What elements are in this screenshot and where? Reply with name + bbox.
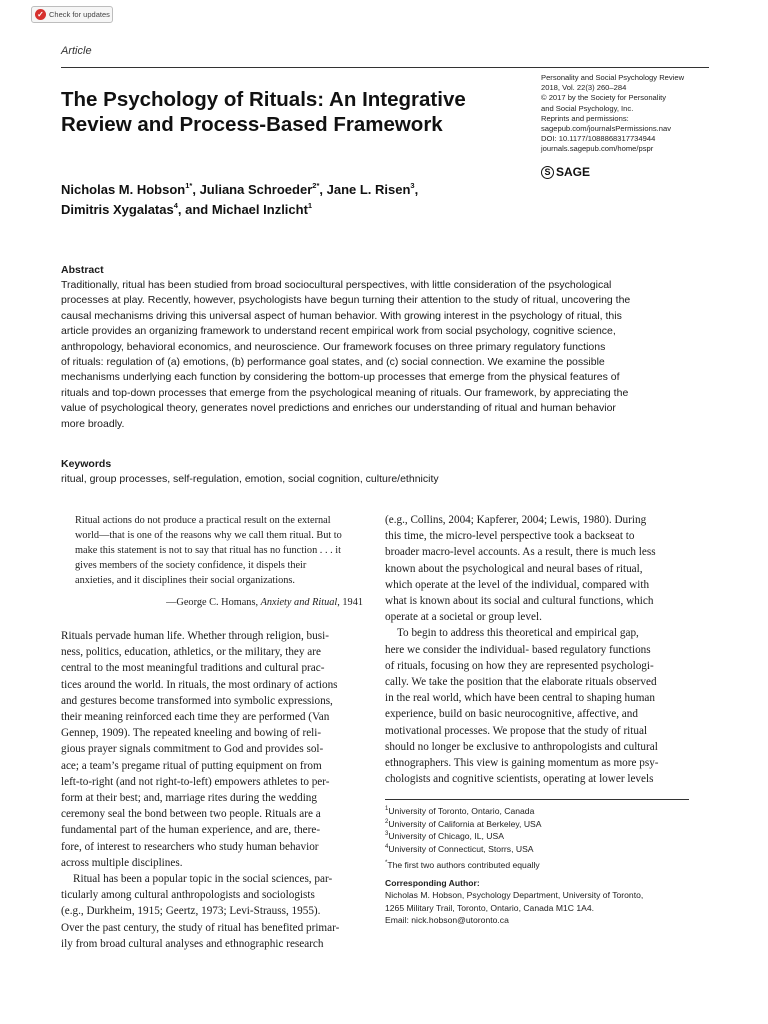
epigraph-author: —George C. Homans, [166, 597, 261, 608]
author-affiliation-mark: 3 [410, 181, 415, 190]
affiliation-mark: 4 [385, 843, 389, 850]
sage-logo [541, 165, 590, 179]
abstract-line: Traditionally, ritual has been studied from broad sociocultural perspectives, with little consideration of the psychological [61, 279, 612, 291]
affiliation-text: University of Chicago, IL, USA [388, 831, 504, 841]
affiliation-footnote [385, 805, 715, 818]
epigraph-year: , 1941 [337, 597, 363, 608]
body-line: here we consider the individual- based regulatory functions [385, 643, 651, 656]
body-line: Rituals pervade human life. Whether through religion, busi- [61, 630, 329, 642]
title-line: Review and Process-Based Framework [61, 113, 443, 136]
keywords-heading: Keywords [61, 458, 112, 470]
equal-contribution-note [385, 859, 715, 872]
body-line: tices around the world. In rituals, the most ordinary of actions [61, 678, 338, 691]
abstract-line: rituals and top-down processes that emerge from the psychological meaning of rituals. Our framework, by appreciating the [61, 386, 629, 399]
body-line: fundamental part of the human experience, and are, there- [61, 824, 321, 837]
footnote-rule [385, 799, 689, 800]
article-type-label: Article [61, 45, 92, 57]
body-line: motivational processes. We propose that the study of ritual [385, 724, 648, 737]
check-for-updates-label: Check for updates [49, 10, 110, 19]
body-line: and gestures become transformed into symbolic expressions, [61, 694, 333, 707]
equal-contribution-text: The first two authors contributed equally [387, 860, 540, 870]
publisher-name: SAGE [556, 165, 591, 179]
journal-line: Reprints and permissions: [541, 113, 629, 123]
body-line: across multiple disciplines. [61, 856, 183, 869]
body-line: ceremony seal the bond between two people. Rituals are a [61, 808, 321, 821]
abstract-line: anthropology, behavioral economics, and neuroscience. Our framework focuses on three primary regulatory functions [61, 340, 606, 353]
epigraph-line: anxieties, and it disciplines their social organizations. [75, 575, 295, 587]
affiliation-mark: 1 [385, 806, 389, 812]
author-line [61, 180, 531, 200]
epigraph-quote [75, 513, 363, 588]
check-for-updates-button[interactable] [31, 6, 113, 23]
author-separator: , [414, 182, 419, 197]
sage-logo-icon: S [541, 166, 554, 179]
title-line: The Psychology of Rituals: An Integrative [61, 88, 466, 111]
body-line: Over the past century, the study of ritual has benefited primar- [61, 921, 340, 934]
body-line: To begin to address this theoretical and empirical gap, [397, 627, 639, 640]
body-line: left-to-right (and not right-to-left) empowers athletes to per- [61, 775, 330, 788]
body-line: ily from broad cultural analyses and ethnographic research [61, 937, 324, 950]
journal-line: 2018, Vol. 22(3) 260–284 [541, 83, 627, 93]
body-line: of rituals, focusing on how they are represented psychologi- [385, 659, 654, 672]
body-line: experience, build on basic neurocognitive, affective, and [385, 708, 638, 721]
body-line: what is known about its social and cultural functions, which [385, 595, 654, 608]
body-line: this time, the micro-level perspective took a backseat to [385, 530, 635, 543]
author-list [61, 180, 531, 220]
body-line: ace; a team’s pregame ritual of putting equipment on from [61, 759, 322, 772]
body-line: in the real world, which have been central to shaping human [385, 692, 655, 705]
body-line: ethnographers. This view is gaining momentum as more psy- [385, 757, 659, 770]
journal-line: sagepub.com/journalsPermissions.nav [541, 124, 672, 134]
journal-line: © 2017 by the Society for Personality [541, 93, 667, 103]
author-affiliation-mark: 2* [312, 181, 320, 190]
paper-title [61, 87, 531, 137]
author-name: Dimitris Xygalatas [61, 202, 174, 217]
corresponding-author-line: Nicholas M. Hobson, Psychology Department, University of Toronto, [385, 890, 644, 900]
body-line: form at their best; and, marriage rites during the wedding [61, 792, 317, 805]
footnotes [385, 805, 715, 927]
author-affiliation-mark: 4 [173, 201, 178, 210]
corresponding-author-address: 1265 Military Trail, Toronto, Ontario, Canada M1C 1A4. [385, 902, 595, 913]
epigraph-attribution [60, 597, 363, 608]
affiliation-mark: 3 [385, 831, 389, 837]
abstract-line: article provides an organizing framework to understand recent empirical work from social psychology, cognitive science, [61, 325, 616, 338]
epigraph-line: world—that is one of the reasons why we call them ritual. But to [75, 530, 342, 542]
abstract-line: processes at play. Recently, however, psychologists have begun turning their attention to the study of ritual, uncovering the [61, 294, 631, 307]
body-line: broader macro-level accounts. As a result, there is much less [385, 546, 656, 559]
abstract-text [61, 278, 711, 432]
journal-doi: DOI: 10.1177/1088868317734944 [541, 134, 656, 144]
affiliation-text: University of Toronto, Ontario, Canada [388, 806, 535, 816]
body-line: which operate at the level of the individual, compared with [385, 578, 650, 591]
affiliation-text: University of Connecticut, Storrs, USA [388, 843, 534, 854]
body-line: known about the psychological and neural bases of ritual, [385, 562, 643, 575]
body-line: Ritual has been a popular topic in the social sciences, par- [73, 873, 333, 886]
body-line: (e.g., Durkheim, 1915; Geertz, 1973; Levi-Strauss, 1955). [61, 905, 321, 918]
body-line: their meaning reinforced each time they are performed (Van [61, 711, 330, 724]
affiliation-footnote [385, 818, 715, 831]
body-line: ness, politics, education, athletics, or the military, they are [61, 646, 321, 659]
affiliation-footnote [385, 843, 715, 856]
author-name: Juliana Schroeder [199, 182, 313, 197]
author-name: Michael Inzlicht [211, 202, 308, 217]
journal-line: Personality and Social Psychology Review [541, 73, 685, 82]
corresponding-author-email: Email: nick.hobson@utoronto.ca [385, 915, 509, 925]
body-line: ticularly among cultural anthropologists and sociologists [61, 889, 315, 902]
equal-contribution-mark: * [385, 860, 388, 866]
epigraph-line: gives members of the society confidence, it dispels their [75, 560, 307, 572]
body-line: operate at a societal or group level. [385, 611, 542, 624]
body-line: gious prayer signals commitment to God and provides sol- [61, 743, 324, 756]
author-name: Jane L. Risen [326, 182, 411, 197]
epigraph-line: Ritual actions do not produce a practical result on the external [75, 515, 331, 526]
body-column-right [385, 512, 710, 787]
affiliation-text: University of California at Berkeley, USA [388, 818, 542, 829]
journal-line: and Social Psychology, Inc. [541, 103, 634, 113]
keywords-text: ritual, group processes, self-regulation, emotion, social cognition, culture/ethnicity [61, 473, 439, 485]
author-separator: , [192, 182, 200, 197]
epigraph-line: make this statement is not to say that ritual has no function . . . it [75, 545, 341, 557]
body-line: cally. We take the position that the elaborate rituals observed [385, 676, 657, 689]
affiliation-mark: 2 [385, 818, 389, 825]
body-line: central to the most meaningful traditions and cultural prac- [61, 662, 325, 675]
body-line: should no longer be exclusive to anthropologists and cultural [385, 740, 658, 753]
author-separator: , [319, 182, 327, 197]
author-line [61, 200, 531, 220]
author-separator: , and [177, 202, 212, 217]
affiliation-footnote [385, 830, 715, 843]
abstract-heading: Abstract [61, 264, 104, 276]
body-line: fore, of interest to researchers who study human behavior [61, 840, 319, 853]
author-affiliation-mark: 1* [185, 181, 193, 190]
abstract-line: more broadly. [61, 417, 125, 430]
body-line: chologists and cognitive scientists, operating at lower levels [385, 773, 654, 786]
update-check-icon: ✓ [35, 9, 46, 20]
author-name: Nicholas M. Hobson [61, 182, 186, 197]
header-rule [61, 67, 709, 68]
abstract-line: mechanisms underlying each function by considering the bottom-up processes that emerge from the physical features of [61, 371, 620, 384]
abstract-line: value of psychological theory, generates novel predictions and enriches our understanding of ritual and human behavior [61, 402, 616, 415]
journal-info [541, 73, 721, 155]
body-line: (e.g., Collins, 2004; Kapferer, 2004; Lewis, 1980). During [385, 514, 647, 526]
body-line: Gennep, 1909). The repeated kneeling and bowing of reli- [61, 727, 322, 740]
abstract-line: causal mechanisms driving this universal aspect of human behavior. With growing interest in the psychology of ritual, this [61, 309, 622, 322]
abstract-line: of rituals: regulation of (a) emotions, (b) performance goal states, and (c) social connection. We examine the possible [61, 356, 605, 369]
author-affiliation-mark: 1 [307, 201, 313, 210]
corresponding-author-heading: Corresponding Author: [385, 877, 480, 888]
epigraph-work-title: Anxiety and Ritual [260, 597, 338, 608]
body-column-left [61, 628, 364, 952]
journal-homepage: journals.sagepub.com/home/pspr [541, 144, 654, 154]
